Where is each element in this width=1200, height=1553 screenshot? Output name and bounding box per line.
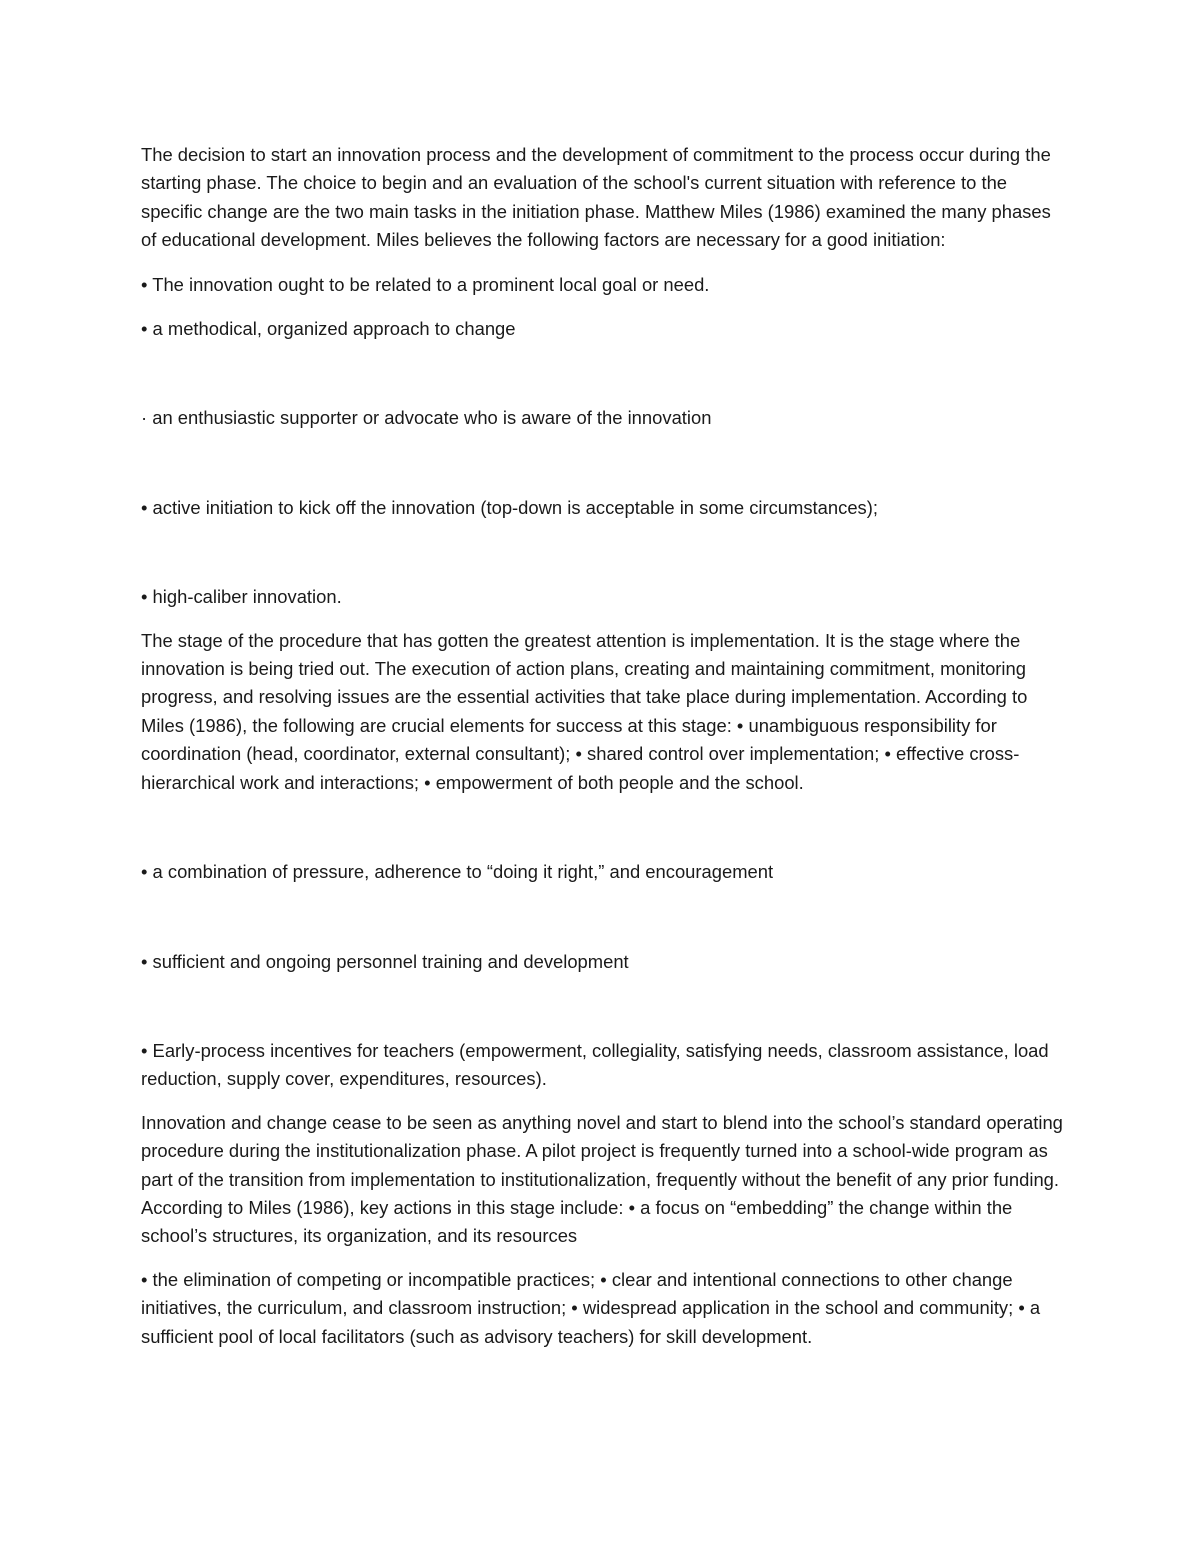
bullet-high-caliber: • high-caliber innovation.	[141, 586, 342, 608]
paragraph-key-actions: • the elimination of competing or incompatible practices; • clear and intentional connections to other change initiatives, the curriculum, and classroom instruction; • widespread application in the school and community; • a sufficient pool of local facilitators (such as advisory teachers) for skill development.	[141, 1268, 1041, 1347]
bullet-local-goal: • The innovation ought to be related to a prominent local goal or need.	[141, 273, 710, 295]
document-body	[141, 141, 1063, 1351]
bullet-enthusiastic-supporter: · an enthusiastic supporter or advocate who is aware of the innovation	[141, 407, 712, 429]
paragraph-implementation: The stage of the procedure that has gotten the greatest attention is implementation. It is the stage where the innovation is being tried out. The execution of action plans, creating and maintaining commitment, monitoring progress, and resolving issues are the essential activities that take place during implementation. According to Miles (1986), the following are crucial elements for success at this stage: • unambiguous responsibility for coordination (head, coordinator, external consultant); • shared control over implementation; • effective cross-hierarchical work and interactions; • empowerment of both people and the school.	[141, 629, 1028, 793]
bullet-pressure-combination: • a combination of pressure, adherence to “doing it right,” and encouragement	[141, 861, 774, 883]
bullet-personnel-training: • sufficient and ongoing personnel training and development	[141, 950, 629, 972]
paragraph-initiation-intro: The decision to start an innovation process and the development of commitment to the process occur during the starting phase. The choice to begin and an evaluation of the school's current situation with reference to the specific change are the two main tasks in the initiation phase. Matthew Miles (1986) examined the many phases of educational development. Miles believes the following factors are necessary for a good initiation:	[141, 144, 1051, 251]
bullet-early-incentives: • Early-process incentives for teachers (empowerment, collegiality, satisfying needs, classroom assistance, load reduction, supply cover, expenditures, resources).	[141, 1039, 1049, 1090]
bullet-methodical-approach: • a methodical, organized approach to change	[141, 318, 516, 340]
paragraph-institutionalization: Innovation and change cease to be seen as anything novel and start to blend into the school’s standard operating procedure during the institutionalization phase. A pilot project is frequently turned into a school-wide program as part of the transition from implementation to institutionalization, frequently without the benefit of any prior funding. According to Miles (1986), key actions in this stage include: • a focus on “embedding” the change within the school’s structures, its organization, and its resources	[141, 1111, 1063, 1247]
bullet-active-initiation: • active initiation to kick off the innovation (top-down is acceptable in some circumstances);	[141, 496, 878, 518]
